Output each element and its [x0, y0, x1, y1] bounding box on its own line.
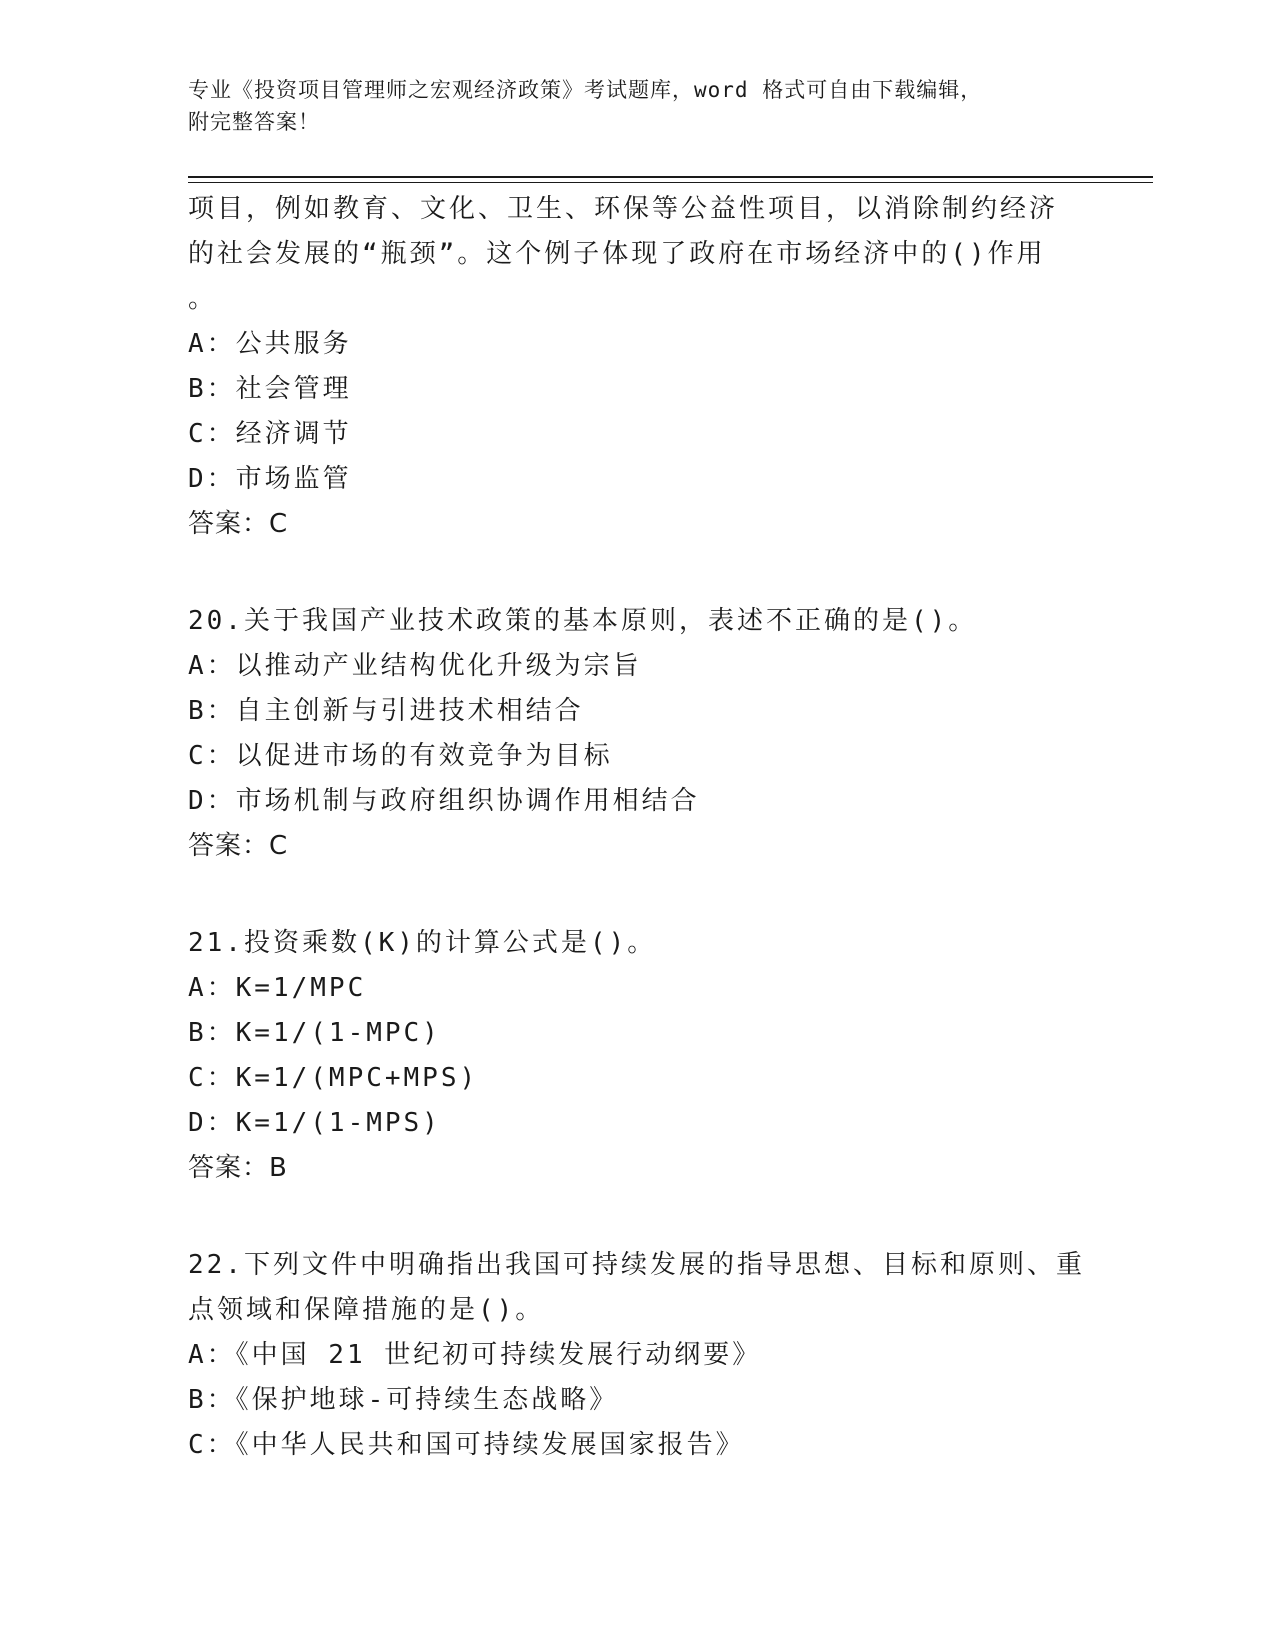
option-a: A：K=1/MPC — [188, 973, 367, 1003]
question-21 — [188, 921, 1068, 1191]
option-a: A：《中国 21 世纪初可持续发展行动纲要》 — [188, 1340, 762, 1370]
header-line-2: 附完整答案！ — [188, 110, 320, 134]
option-b: B：《保护地球-可持续生态战略》 — [188, 1385, 619, 1415]
option-b: B：社会管理 — [188, 374, 352, 404]
option-c: C：K=1/(MPC+MPS) — [188, 1063, 479, 1093]
question-stem-line: 21.投资乘数(K)的计算公式是()。 — [188, 928, 657, 958]
option-a: A：以推动产业结构优化升级为宗旨 — [188, 651, 642, 681]
question-gap — [188, 1191, 1068, 1243]
option-c: C：以促进市场的有效竞争为目标 — [188, 741, 613, 771]
header-divider-thick — [188, 176, 1153, 178]
option-c: C：经济调节 — [188, 419, 352, 449]
question-22 — [188, 1243, 1085, 1468]
question-stem-line: 20.关于我国产业技术政策的基本原则，表述不正确的是()。 — [188, 606, 978, 636]
option-b: B：自主创新与引进技术相结合 — [188, 696, 584, 726]
question-stem-line: 。 — [188, 284, 218, 314]
answer-line: 答案：C — [188, 509, 289, 539]
option-d: D：市场监管 — [188, 464, 352, 494]
header-divider-thin — [188, 182, 1153, 183]
answer-line: 答案：B — [188, 1153, 288, 1183]
question-stem-line: 项目，例如教育、文化、卫生、环保等公益性项目，以消除制约经济 — [188, 194, 1059, 224]
question-19 — [188, 187, 1068, 547]
question-stem-line: 点领域和保障措施的是()。 — [188, 1295, 545, 1325]
option-d: D：市场机制与政府组织协调作用相结合 — [188, 786, 700, 816]
question-stem-line: 22.下列文件中明确指出我国可持续发展的指导思想、目标和原则、重 — [188, 1250, 1085, 1280]
option-c: C：《中华人民共和国可持续发展国家报告》 — [188, 1430, 745, 1460]
page-header — [188, 74, 1088, 138]
question-20 — [188, 599, 1068, 869]
question-gap — [188, 547, 1068, 599]
question-stem-line: 的社会发展的“瓶颈”。这个例子体现了政府在市场经济中的()作用 — [188, 239, 1046, 269]
option-b: B：K=1/(1-MPC) — [188, 1018, 441, 1048]
question-gap — [188, 869, 1068, 921]
header-line-1: 专业《投资项目管理师之宏观经济政策》考试题库，word 格式可自由下载编辑， — [188, 78, 983, 102]
option-d: D：K=1/(1-MPS) — [188, 1108, 441, 1138]
option-a: A：公共服务 — [188, 329, 352, 359]
answer-line: 答案：C — [188, 831, 289, 861]
question-content — [188, 187, 1085, 1468]
